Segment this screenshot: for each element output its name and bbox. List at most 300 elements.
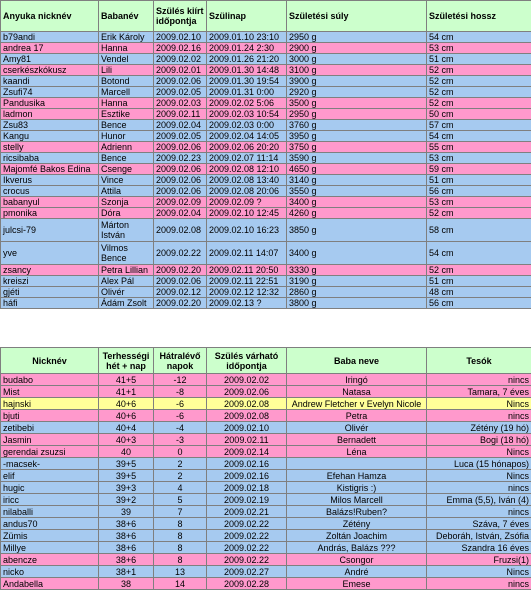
table2-row <box>1 434 531 446</box>
birthday-cell[interactable]: 2009.02.08 20:06 <box>207 186 287 197</box>
expected-date-cell[interactable]: 2009.02.22 <box>207 554 287 566</box>
table1-row <box>1 164 531 175</box>
table2-body <box>1 374 531 590</box>
week-cell[interactable]: 38+6 <box>99 554 154 566</box>
week-cell[interactable]: 40+3 <box>99 434 154 446</box>
expected-date-cell[interactable]: 2009.02.27 <box>207 566 287 578</box>
table1-row <box>1 87 531 98</box>
siblings-cell[interactable]: Száva, 7 éves <box>427 518 531 530</box>
length-cell[interactable]: 52 cm <box>427 208 531 219</box>
siblings-cell[interactable]: Szandra 16 éves <box>427 542 531 554</box>
days-left-cell[interactable]: 7 <box>154 506 207 518</box>
table1-row <box>1 197 531 208</box>
header-expected-date[interactable]: Szülés várható időpontja <box>207 348 287 374</box>
siblings-cell[interactable]: Zétény (19 hó) <box>427 422 531 434</box>
mother-nick-cell[interactable]: Ikverus <box>1 175 99 186</box>
due-date-cell[interactable]: 2009.02.01 <box>154 65 207 76</box>
expected-date-cell[interactable]: 2009.02.19 <box>207 494 287 506</box>
birthday-cell[interactable]: 2009.02.08 12:10 <box>207 164 287 175</box>
baby-name-cell[interactable]: Alex Pál <box>99 276 154 287</box>
baby-name-cell[interactable]: Vilmos Bence <box>99 242 154 265</box>
table1-row <box>1 54 531 65</box>
mother-nick-cell[interactable]: julcsi-79 <box>1 219 99 242</box>
length-cell[interactable]: 56 cm <box>427 298 531 309</box>
baby-name-cell[interactable]: Vendel <box>99 54 154 65</box>
week-cell[interactable]: 39+5 <box>99 458 154 470</box>
length-cell[interactable]: 54 cm <box>427 131 531 142</box>
table2-row <box>1 566 531 578</box>
baby-name-cell[interactable]: Csongor <box>287 554 427 566</box>
due-date-cell[interactable]: 2009.02.10 <box>154 32 207 43</box>
birthday-cell[interactable]: 2009.02.10 16:23 <box>207 219 287 242</box>
weight-cell[interactable]: 2950 g <box>287 32 427 43</box>
mother-nick-cell[interactable]: stelly <box>1 142 99 153</box>
due-date-cell[interactable]: 2009.02.02 <box>154 54 207 65</box>
length-cell[interactable]: 51 cm <box>427 276 531 287</box>
siblings-cell[interactable]: Nincs <box>427 470 531 482</box>
table1-row <box>1 287 531 298</box>
birthday-cell[interactable]: 2009.02.09 ? <box>207 197 287 208</box>
baby-name-cell[interactable]: Hunor <box>99 131 154 142</box>
nickname-cell[interactable]: andus70 <box>1 518 99 530</box>
table2-row <box>1 422 531 434</box>
length-cell[interactable]: 52 cm <box>427 76 531 87</box>
mother-nick-cell[interactable]: háfi <box>1 298 99 309</box>
birthday-cell[interactable]: 2009.02.11 22:51 <box>207 276 287 287</box>
days-left-cell[interactable]: 14 <box>154 578 207 590</box>
birthday-cell[interactable]: 2009.01.24 2:30 <box>207 43 287 54</box>
expected-date-cell[interactable]: 2009.02.02 <box>207 374 287 386</box>
siblings-cell[interactable]: nincs <box>427 482 531 494</box>
days-left-cell[interactable]: 2 <box>154 470 207 482</box>
expected-date-cell[interactable]: 2009.02.08 <box>207 410 287 422</box>
days-left-cell[interactable]: -3 <box>154 434 207 446</box>
baby-name-cell[interactable]: Dóra <box>99 208 154 219</box>
baby-name-cell[interactable] <box>287 458 427 470</box>
table2-row <box>1 518 531 530</box>
mother-nick-cell[interactable]: zsancy <box>1 265 99 276</box>
nickname-cell[interactable]: gerendai zsuzsi <box>1 446 99 458</box>
due-date-cell[interactable]: 2009.02.16 <box>154 43 207 54</box>
week-cell[interactable]: 40+6 <box>99 410 154 422</box>
table1-row <box>1 120 531 131</box>
table1-row <box>1 219 531 242</box>
birthday-cell[interactable]: 2009.01.30 19:54 <box>207 76 287 87</box>
mother-nick-cell[interactable]: Majomfé Bakos Edina <box>1 164 99 175</box>
table2-row <box>1 470 531 482</box>
due-date-cell[interactable]: 2009.02.05 <box>154 131 207 142</box>
weight-cell[interactable]: 3000 g <box>287 54 427 65</box>
nickname-cell[interactable]: abencze <box>1 554 99 566</box>
days-left-cell[interactable]: 8 <box>154 554 207 566</box>
weight-cell[interactable]: 3100 g <box>287 65 427 76</box>
baby-name-cell[interactable]: Attila <box>99 186 154 197</box>
expected-babies-table <box>0 347 531 590</box>
week-cell[interactable]: 38 <box>99 578 154 590</box>
baby-name-cell[interactable]: Petra <box>287 410 427 422</box>
table2-row <box>1 578 531 590</box>
mother-nick-cell[interactable]: b79andi <box>1 32 99 43</box>
weight-cell[interactable]: 2920 g <box>287 87 427 98</box>
header-mother-nick[interactable]: Anyuka nicknév <box>1 1 99 32</box>
siblings-cell[interactable]: Deboráh, István, Zsófia <box>427 530 531 542</box>
nickname-cell[interactable]: bjuti <box>1 410 99 422</box>
days-left-cell[interactable]: -12 <box>154 374 207 386</box>
baby-name-cell[interactable]: Márton István <box>99 219 154 242</box>
siblings-cell[interactable]: nincs <box>427 410 531 422</box>
siblings-cell[interactable]: Fruzsi(1) <box>427 554 531 566</box>
baby-name-cell[interactable]: Vince <box>99 175 154 186</box>
mother-nick-cell[interactable]: babanyul <box>1 197 99 208</box>
nickname-cell[interactable]: nilaballi <box>1 506 99 518</box>
baby-name-cell[interactable]: Iringó <box>287 374 427 386</box>
nickname-cell[interactable]: Millye <box>1 542 99 554</box>
birthday-cell[interactable]: 2009.01.31 0:00 <box>207 87 287 98</box>
expected-date-cell[interactable]: 2009.02.22 <box>207 542 287 554</box>
expected-date-cell[interactable]: 2009.02.10 <box>207 422 287 434</box>
week-cell[interactable]: 38+6 <box>99 542 154 554</box>
week-cell[interactable]: 39+5 <box>99 470 154 482</box>
length-cell[interactable]: 51 cm <box>427 54 531 65</box>
table1-row <box>1 153 531 164</box>
birthday-cell[interactable]: 2009.02.11 14:07 <box>207 242 287 265</box>
baby-name-cell[interactable]: Csenge <box>99 164 154 175</box>
length-cell[interactable]: 53 cm <box>427 43 531 54</box>
days-left-cell[interactable]: 8 <box>154 518 207 530</box>
days-left-cell[interactable]: 4 <box>154 482 207 494</box>
table2-row <box>1 482 531 494</box>
weight-cell[interactable]: 3800 g <box>287 298 427 309</box>
due-date-cell[interactable]: 2009.02.06 <box>154 276 207 287</box>
weight-cell[interactable]: 3400 g <box>287 242 427 265</box>
due-date-cell[interactable]: 2009.02.04 <box>154 208 207 219</box>
nickname-cell[interactable]: hajnski <box>1 398 99 410</box>
table1-body <box>1 32 531 309</box>
week-cell[interactable]: 38+6 <box>99 518 154 530</box>
due-date-cell[interactable]: 2009.02.06 <box>154 164 207 175</box>
baby-name-cell[interactable]: Zoltán Joachim <box>287 530 427 542</box>
days-left-cell[interactable]: 0 <box>154 446 207 458</box>
baby-name-cell[interactable]: Hanna <box>99 43 154 54</box>
table1-row <box>1 109 531 120</box>
expected-date-cell[interactable]: 2009.02.14 <box>207 446 287 458</box>
header-birth-length[interactable]: Születési hossz <box>427 1 531 32</box>
due-date-cell[interactable]: 2009.02.20 <box>154 298 207 309</box>
table2-header-row <box>1 348 531 374</box>
length-cell[interactable]: 53 cm <box>427 197 531 208</box>
week-cell[interactable]: 38+6 <box>99 530 154 542</box>
expected-date-cell[interactable]: 2009.02.08 <box>207 398 287 410</box>
birthday-cell[interactable]: 2009.01.30 14:48 <box>207 65 287 76</box>
weight-cell[interactable]: 3750 g <box>287 142 427 153</box>
siblings-cell[interactable]: Tamara, 7 éves <box>427 386 531 398</box>
mother-nick-cell[interactable]: Pandusika <box>1 98 99 109</box>
length-cell[interactable]: 54 cm <box>427 242 531 265</box>
days-left-cell[interactable]: 5 <box>154 494 207 506</box>
birthday-cell[interactable]: 2009.02.02 5:06 <box>207 98 287 109</box>
due-date-cell[interactable]: 2009.02.06 <box>154 76 207 87</box>
weight-cell[interactable]: 3330 g <box>287 265 427 276</box>
due-date-cell[interactable]: 2009.02.12 <box>154 287 207 298</box>
baby-name-cell[interactable]: Andrew Fletcher v Evelyn Nicole <box>287 398 427 410</box>
due-date-cell[interactable]: 2009.02.20 <box>154 265 207 276</box>
mother-nick-cell[interactable]: gjéti <box>1 287 99 298</box>
weight-cell[interactable]: 2950 g <box>287 109 427 120</box>
due-date-cell[interactable]: 2009.02.06 <box>154 186 207 197</box>
length-cell[interactable]: 52 cm <box>427 65 531 76</box>
nickname-cell[interactable]: -macsek- <box>1 458 99 470</box>
days-left-cell[interactable]: 8 <box>154 530 207 542</box>
table2-row <box>1 446 531 458</box>
week-cell[interactable]: 39 <box>99 506 154 518</box>
baby-name-cell[interactable]: Milos Marcell <box>287 494 427 506</box>
length-cell[interactable]: 52 cm <box>427 87 531 98</box>
header-pregnancy-week[interactable]: Terhességi hét + nap <box>99 348 154 374</box>
nickname-cell[interactable]: budabo <box>1 374 99 386</box>
mother-nick-cell[interactable]: Zsufi74 <box>1 87 99 98</box>
header-birth-weight[interactable]: Születési súly <box>287 1 427 32</box>
mother-nick-cell[interactable]: Kangu <box>1 131 99 142</box>
nickname-cell[interactable]: Andabella <box>1 578 99 590</box>
table2-row <box>1 374 531 386</box>
mother-nick-cell[interactable]: crocus <box>1 186 99 197</box>
mother-nick-cell[interactable]: kreiszi <box>1 276 99 287</box>
length-cell[interactable]: 57 cm <box>427 120 531 131</box>
days-left-cell[interactable]: 2 <box>154 458 207 470</box>
weight-cell[interactable]: 3550 g <box>287 186 427 197</box>
birthday-cell[interactable]: 2009.02.03 10:54 <box>207 109 287 120</box>
birthday-cell[interactable]: 2009.02.11 20:50 <box>207 265 287 276</box>
baby-name-cell[interactable]: Adrienn <box>99 142 154 153</box>
table2-row <box>1 542 531 554</box>
mother-nick-cell[interactable]: andrea 17 <box>1 43 99 54</box>
table1-row <box>1 265 531 276</box>
due-date-cell[interactable]: 2009.02.06 <box>154 175 207 186</box>
length-cell[interactable]: 54 cm <box>427 32 531 43</box>
days-left-cell[interactable]: -8 <box>154 386 207 398</box>
siblings-cell[interactable]: Luca (15 hónapos) <box>427 458 531 470</box>
birthday-cell[interactable]: 2009.01.10 23:10 <box>207 32 287 43</box>
expected-date-cell[interactable]: 2009.02.22 <box>207 518 287 530</box>
header-days-left[interactable]: Hátralévő napok <box>154 348 207 374</box>
baby-name-cell[interactable]: Natasa <box>287 386 427 398</box>
week-cell[interactable]: 39+2 <box>99 494 154 506</box>
table2-row <box>1 506 531 518</box>
table1-row <box>1 175 531 186</box>
table1-row <box>1 43 531 54</box>
baby-name-cell[interactable]: Erik Károly <box>99 32 154 43</box>
baby-name-cell[interactable]: Marcell <box>99 87 154 98</box>
week-cell[interactable]: 38+1 <box>99 566 154 578</box>
nickname-cell[interactable]: Jasmin <box>1 434 99 446</box>
week-cell[interactable]: 41+1 <box>99 386 154 398</box>
birthday-cell[interactable]: 2009.01.26 21:20 <box>207 54 287 65</box>
mother-nick-cell[interactable]: pmonika <box>1 208 99 219</box>
table1-header-row <box>1 1 531 32</box>
header-baby-name-2[interactable]: Baba neve <box>287 348 427 374</box>
week-cell[interactable]: 40 <box>99 446 154 458</box>
birthday-cell[interactable]: 2009.02.04 14:05 <box>207 131 287 142</box>
due-date-cell[interactable]: 2009.02.22 <box>154 242 207 265</box>
days-left-cell[interactable]: 8 <box>154 542 207 554</box>
mother-nick-cell[interactable]: Amy81 <box>1 54 99 65</box>
baby-name-cell[interactable]: André <box>287 566 427 578</box>
table1-row <box>1 298 531 309</box>
length-cell[interactable]: 55 cm <box>427 142 531 153</box>
expected-date-cell[interactable]: 2009.02.16 <box>207 470 287 482</box>
due-date-cell[interactable]: 2009.02.04 <box>154 120 207 131</box>
baby-name-cell[interactable]: Bence <box>99 120 154 131</box>
mother-nick-cell[interactable]: ricsibaba <box>1 153 99 164</box>
siblings-cell[interactable]: Nincs <box>427 398 531 410</box>
mother-nick-cell[interactable]: ladmon <box>1 109 99 120</box>
due-date-cell[interactable]: 2009.02.05 <box>154 87 207 98</box>
baby-name-cell[interactable]: Olivér <box>99 287 154 298</box>
expected-date-cell[interactable]: 2009.02.16 <box>207 458 287 470</box>
mother-nick-cell[interactable]: cserkészkókusz <box>1 65 99 76</box>
nickname-cell[interactable]: zetibebi <box>1 422 99 434</box>
weight-cell[interactable]: 3900 g <box>287 76 427 87</box>
expected-date-cell[interactable]: 2009.02.21 <box>207 506 287 518</box>
baby-name-cell[interactable]: András, Balázs ??? <box>287 542 427 554</box>
baby-name-cell[interactable]: Olivér <box>287 422 427 434</box>
baby-name-cell[interactable]: Léna <box>287 446 427 458</box>
length-cell[interactable]: 51 cm <box>427 175 531 186</box>
length-cell[interactable]: 53 cm <box>427 153 531 164</box>
siblings-cell[interactable]: nincs <box>427 506 531 518</box>
baby-name-cell[interactable]: Ádám Zsolt <box>99 298 154 309</box>
nickname-cell[interactable]: nicko <box>1 566 99 578</box>
weight-cell[interactable]: 3950 g <box>287 131 427 142</box>
days-left-cell[interactable]: -6 <box>154 398 207 410</box>
expected-date-cell[interactable]: 2009.02.28 <box>207 578 287 590</box>
birthday-cell[interactable]: 2009.02.08 13:40 <box>207 175 287 186</box>
table1-row <box>1 276 531 287</box>
table1-row <box>1 208 531 219</box>
mother-nick-cell[interactable]: Zsu83 <box>1 120 99 131</box>
siblings-cell[interactable]: Bogi (18 hó) <box>427 434 531 446</box>
header-due-date[interactable]: Szülés kiírt időpontja <box>154 1 207 32</box>
table1-row <box>1 76 531 87</box>
table1-row <box>1 65 531 76</box>
table1-row <box>1 186 531 197</box>
baby-name-cell[interactable]: Lili <box>99 65 154 76</box>
header-siblings[interactable]: Tesók <box>427 348 531 374</box>
siblings-cell[interactable]: Nincs <box>427 446 531 458</box>
birthday-cell[interactable]: 2009.02.13 ? <box>207 298 287 309</box>
weight-cell[interactable]: 3500 g <box>287 98 427 109</box>
length-cell[interactable]: 50 cm <box>427 109 531 120</box>
table2-row <box>1 386 531 398</box>
birthday-cell[interactable]: 2009.02.06 20:20 <box>207 142 287 153</box>
week-cell[interactable]: 40+6 <box>99 398 154 410</box>
table2-row <box>1 398 531 410</box>
due-date-cell[interactable]: 2009.02.23 <box>154 153 207 164</box>
baby-name-cell[interactable]: Botond <box>99 76 154 87</box>
table1-row <box>1 98 531 109</box>
table1-row <box>1 242 531 265</box>
week-cell[interactable]: 40+4 <box>99 422 154 434</box>
week-cell[interactable]: 39+3 <box>99 482 154 494</box>
days-left-cell[interactable]: -6 <box>154 410 207 422</box>
baby-name-cell[interactable]: Petra Lillian <box>99 265 154 276</box>
weight-cell[interactable]: 3400 g <box>287 197 427 208</box>
weight-cell[interactable]: 3760 g <box>287 120 427 131</box>
length-cell[interactable]: 52 cm <box>427 265 531 276</box>
baby-name-cell[interactable]: Szonja <box>99 197 154 208</box>
weight-cell[interactable]: 3190 g <box>287 276 427 287</box>
baby-name-cell[interactable]: Emese <box>287 578 427 590</box>
header-baby-name[interactable]: Babanév <box>99 1 154 32</box>
nickname-cell[interactable]: Mist <box>1 386 99 398</box>
baby-name-cell[interactable]: Esztike <box>99 109 154 120</box>
baby-name-cell[interactable]: Bernadett <box>287 434 427 446</box>
expected-date-cell[interactable]: 2009.02.11 <box>207 434 287 446</box>
nickname-cell[interactable]: iricc <box>1 494 99 506</box>
mother-nick-cell[interactable]: kaandi <box>1 76 99 87</box>
expected-date-cell[interactable]: 2009.02.18 <box>207 482 287 494</box>
table1-row <box>1 131 531 142</box>
birthday-cell[interactable]: 2009.02.07 11:14 <box>207 153 287 164</box>
header-nickname[interactable]: Nicknév <box>1 348 99 374</box>
weight-cell[interactable]: 2900 g <box>287 43 427 54</box>
weight-cell[interactable]: 4650 g <box>287 164 427 175</box>
nickname-cell[interactable]: elif <box>1 470 99 482</box>
siblings-cell[interactable]: nincs <box>427 374 531 386</box>
expected-date-cell[interactable]: 2009.02.22 <box>207 530 287 542</box>
due-date-cell[interactable]: 2009.02.09 <box>154 197 207 208</box>
due-date-cell[interactable]: 2009.02.08 <box>154 219 207 242</box>
baby-name-cell[interactable]: Zétény <box>287 518 427 530</box>
table1-row <box>1 32 531 43</box>
days-left-cell[interactable]: 13 <box>154 566 207 578</box>
due-date-cell[interactable]: 2009.02.03 <box>154 98 207 109</box>
baby-name-cell[interactable]: Efehan Hamza <box>287 470 427 482</box>
birthday-cell[interactable]: 2009.02.03 0:00 <box>207 120 287 131</box>
header-birthday[interactable]: Szülinap <box>207 1 287 32</box>
length-cell[interactable]: 59 cm <box>427 164 531 175</box>
week-cell[interactable]: 41+5 <box>99 374 154 386</box>
due-date-cell[interactable]: 2009.02.11 <box>154 109 207 120</box>
weight-cell[interactable]: 4260 g <box>287 208 427 219</box>
table2-row <box>1 410 531 422</box>
days-left-cell[interactable]: -4 <box>154 422 207 434</box>
expected-date-cell[interactable]: 2009.02.06 <box>207 386 287 398</box>
length-cell[interactable]: 48 cm <box>427 287 531 298</box>
nickname-cell[interactable]: Zümis <box>1 530 99 542</box>
baby-name-cell[interactable]: Bence <box>99 153 154 164</box>
baby-name-cell[interactable]: Hanna <box>99 98 154 109</box>
birthday-cell[interactable]: 2009.02.10 12:45 <box>207 208 287 219</box>
weight-cell[interactable]: 3850 g <box>287 219 427 242</box>
weight-cell[interactable]: 2860 g <box>287 287 427 298</box>
siblings-cell[interactable]: nincs <box>427 578 531 590</box>
weight-cell[interactable]: 3590 g <box>287 153 427 164</box>
mother-nick-cell[interactable]: yve <box>1 242 99 265</box>
birthday-cell[interactable]: 2009.02.12 12:32 <box>207 287 287 298</box>
baby-name-cell[interactable]: Kistigris :) <box>287 482 427 494</box>
nickname-cell[interactable]: hugic <box>1 482 99 494</box>
siblings-cell[interactable]: Emma (5,5), Iván (4) <box>427 494 531 506</box>
weight-cell[interactable]: 3140 g <box>287 175 427 186</box>
length-cell[interactable]: 56 cm <box>427 186 531 197</box>
length-cell[interactable]: 58 cm <box>427 219 531 242</box>
table1-row <box>1 142 531 153</box>
siblings-cell[interactable]: Nincs <box>427 566 531 578</box>
due-date-cell[interactable]: 2009.02.06 <box>154 142 207 153</box>
length-cell[interactable]: 52 cm <box>427 98 531 109</box>
baby-name-cell[interactable]: Balázs!Ruben? <box>287 506 427 518</box>
